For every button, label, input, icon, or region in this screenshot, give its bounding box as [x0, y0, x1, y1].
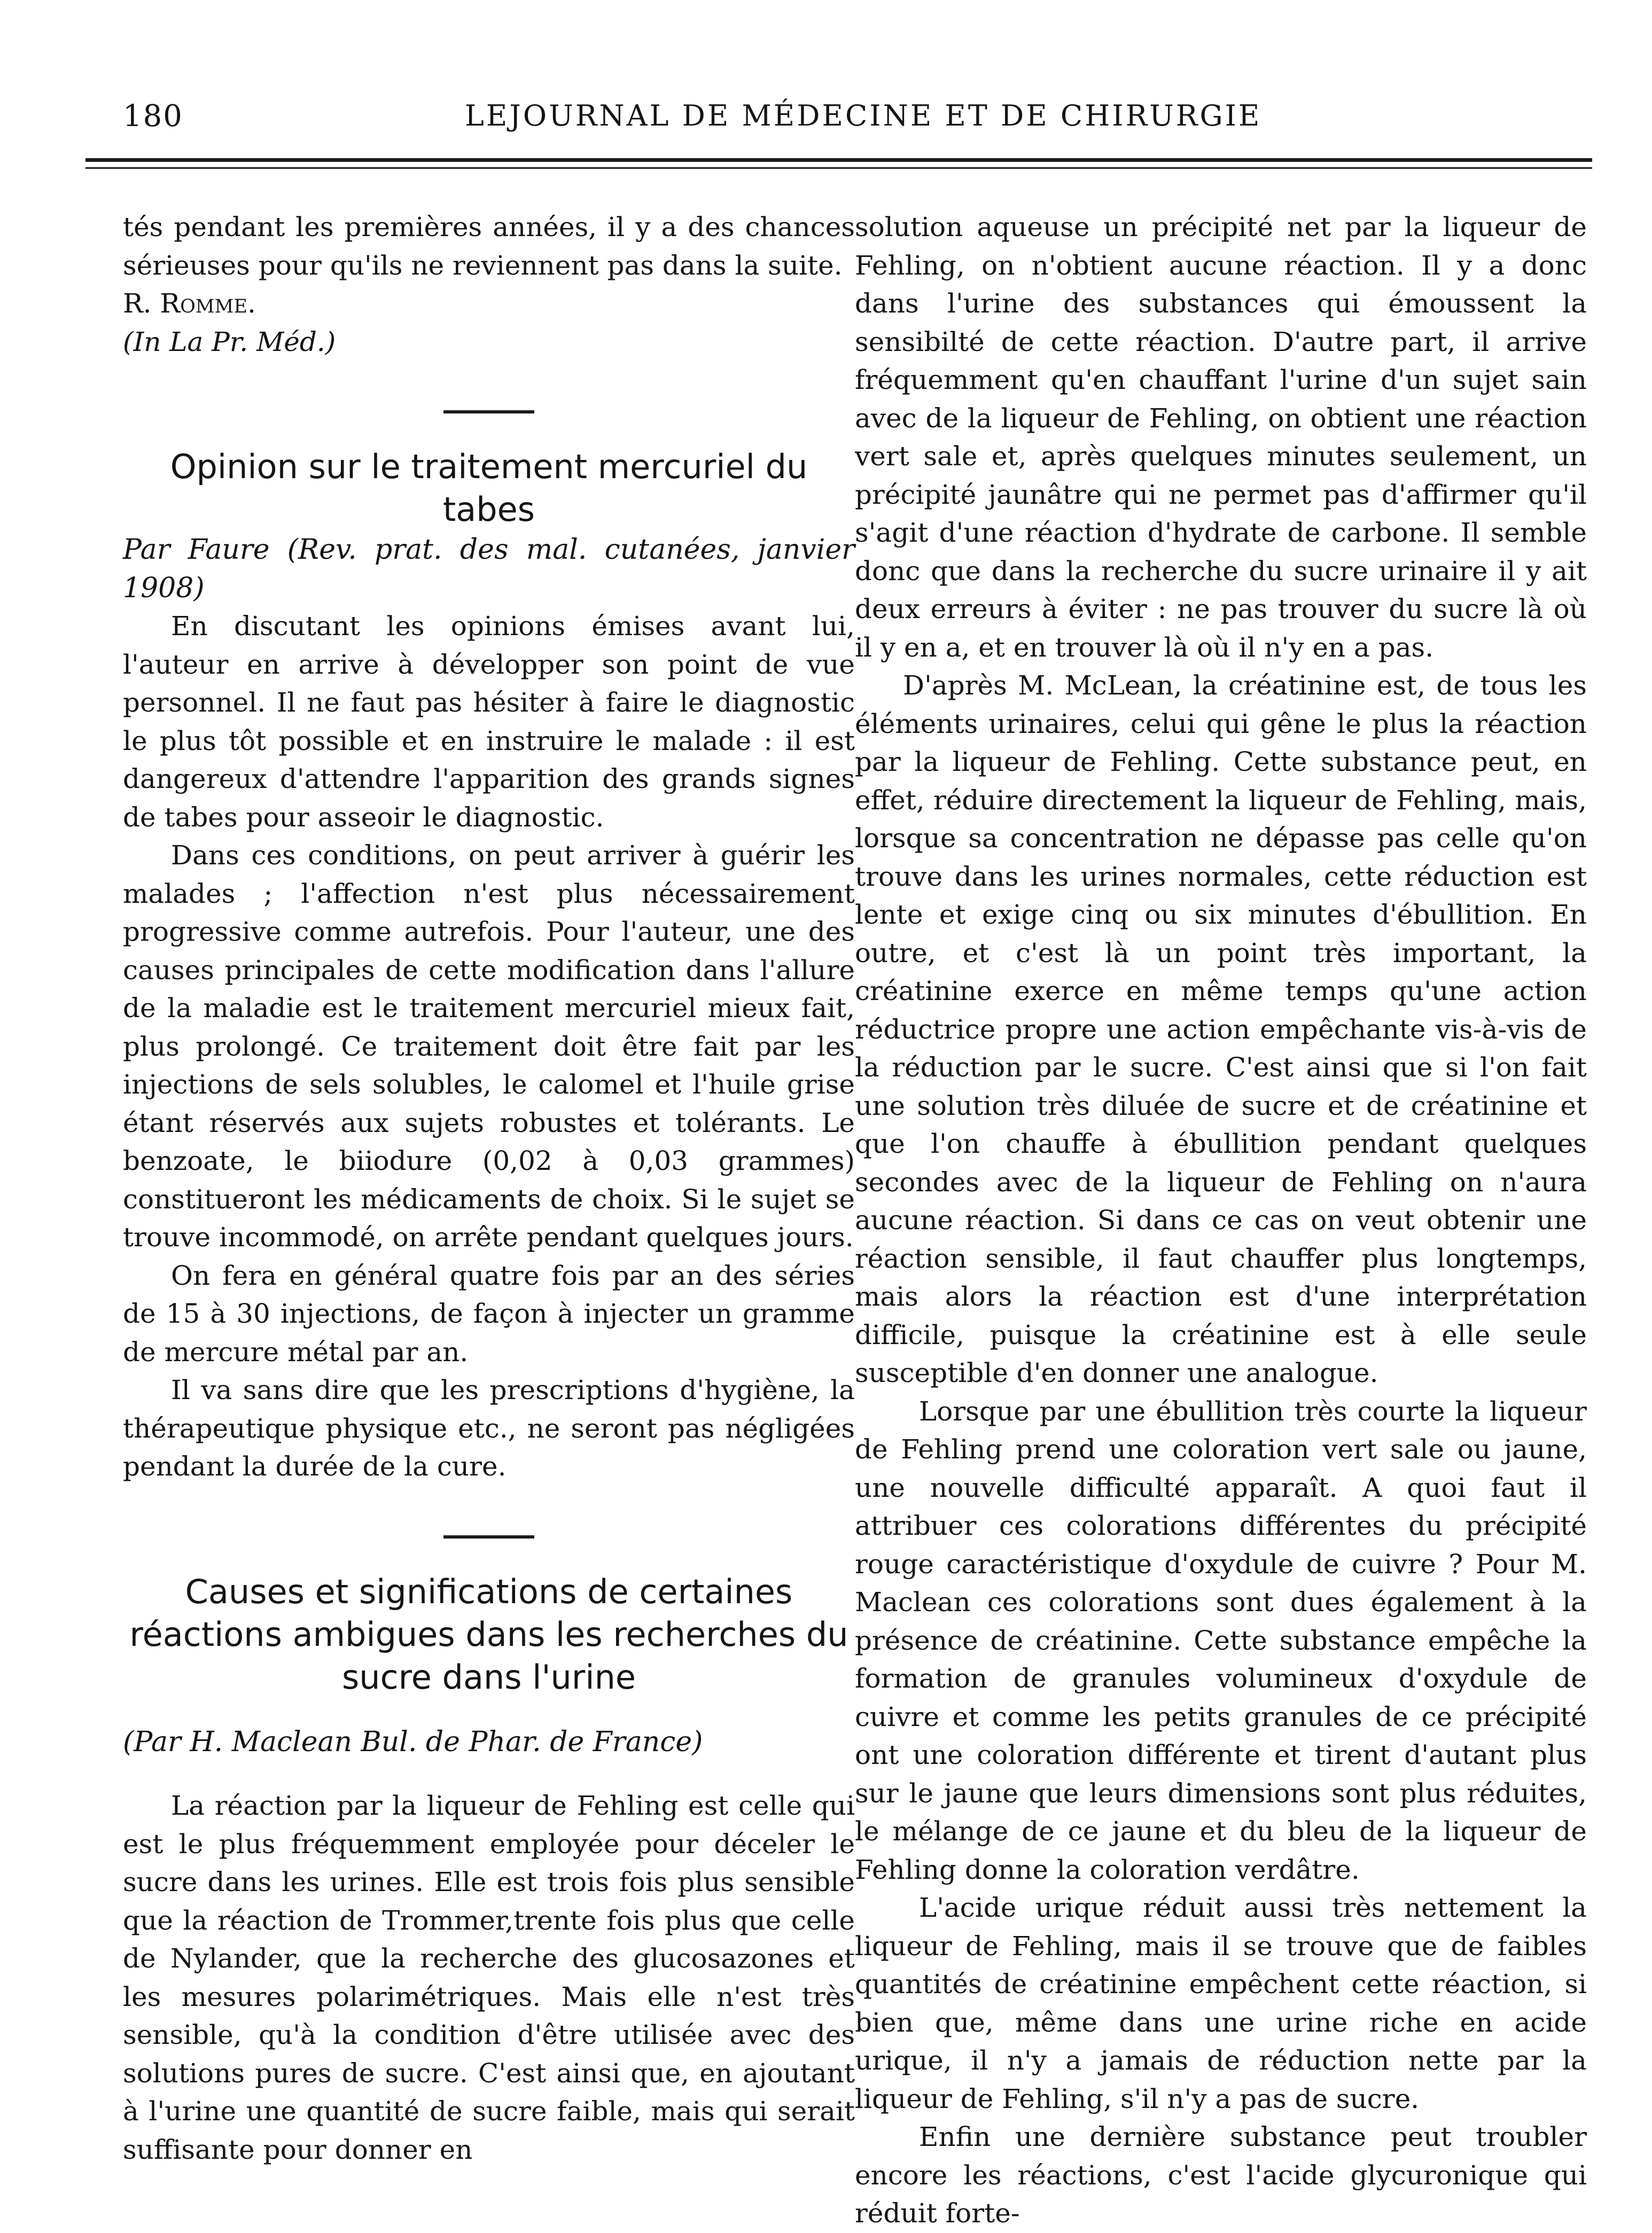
left-column: [123, 208, 855, 2169]
running-title: LEJOURNAL DE MÉDECINE ET DE CHIRURGIE: [465, 99, 1262, 132]
article-paragraph: On fera en général quatre fois par an des séries de 15 à 30 injections, de façon à injecter un gramme de mercure métal par an.: [123, 1260, 855, 1368]
continuation-text: tés pendant les premières années, il y a des chances sérieuses pour qu'ils ne reviennent pas dans la suite.: [123, 212, 855, 281]
article-paragraph: D'après M. McLean, la créatinine est, de tous les éléments urinaires, celui qui gêne le plus la réaction par la liqueur de Fehling. Cette substance peut, en effet, réduire directement la liqueur de Fehling, mais, lorsque sa concentration ne dépasse pas celle qu'on trouve dans les urines normales, cette réduction est lente et exige cinq ou six minutes d'ébullition. En outre, et c'est là un point très important, la créatinine exerce en même temps qu'une action réductrice propre une action empêchante vis-à-vis de la réduction par le sucre. C'est ainsi que si l'on fait une solution très diluée de sucre et de créatinine et que l'on chauffe à ébullition pendant quelques secondes avec de la liqueur de Fehling on n'aura aucune réaction. Si dans ce cas on veut obtenir une réaction sensible, il faut chauffer plus longtemps, mais alors la réaction est d'une interprétation difficile, puisque la créatinine est à elle seule susceptible d'en donner une analogue.: [855, 670, 1587, 1388]
section-divider: [443, 1535, 534, 1539]
article-paragraph: solution aqueuse un précipité net par la liqueur de Fehling, on n'obtient aucune réaction. Il y a donc dans l'urine des substances qui émoussent la sensibilté de cette réaction. D'autre part, il arrive fréquemment qu'en chauffant l'urine d'un sujet sain avec de la liqueur de Fehling, on obtient une réaction vert sale et, après quelques minutes seulement, un précipité jaunâtre qui ne permet pas d'affirmer qu'il s'agit d'une réaction d'hydrate de carbone. Il semble donc que dans la recherche du sucre urinaire il y ait deux erreurs à éviter : ne pas trouver du sucre là où il y en a, et en trouver là où il n'y en a pas.: [855, 212, 1587, 663]
article-paragraph: Lorsque par une ébullition très courte la liqueur de Fehling prend une coloration vert sale ou jaune, une nouvelle difficulté apparaît. A quoi faut il attribuer ces colorations différentes du précipité rouge caractéristique d'oxydule de cuivre ? Pour M. Maclean ces colorations sont dues également à la présence de créatinine. Cette substance empêche la formation de granules volumineux d'oxydule de cuivre et comme les petits granules de ce précipité ont une coloration différente et tirent d'autant plus sur le jaune que leurs dimensions sont plus réduites, le mélange de ce jaune et du bleu de la liqueur de Fehling donne la coloration verdâtre.: [855, 1395, 1587, 1885]
section-divider: [443, 410, 534, 413]
right-column: [855, 208, 1587, 2233]
signature: R. Romme.: [123, 288, 256, 319]
header-rule-thin: [85, 167, 1592, 169]
article-paragraph: L'acide urique réduit aussi très nettement la liqueur de Fehling, mais il se trouve que de faibles quantités de créatinine empêchent cette réaction, si bien que, même dans une urine riche en acide urique, il n'y a jamais de réduction nette par la liqueur de Fehling, s'il n'y a pas de sucre.: [855, 1892, 1587, 2114]
article-byline-sucre: (Par H. Maclean Bul. de Phar. de France): [123, 1726, 703, 1758]
article-paragraph: La réaction par la liqueur de Fehling est celle qui est le plus fréquemment employée pour déceler le sucre dans les urines. Elle est trois fois plus sensible que la réaction de Trommer,trente fois plus que celle de Nylander, que la recherche des glucosazones et les mesures polarimétriques. Mais elle n'est très sensible, qu'à la condition d'être utilisée avec des solutions pures de sucre. C'est ainsi que, en ajoutant à l'urine une quantité de sucre faible, mais qui serait suffisante pour donner en: [123, 1790, 855, 2165]
article-paragraph: En discutant les opinions émises avant lui, l'auteur en arrive à développer son point de vue personnel. Il ne faut pas hésiter à faire le diagnostic le plus tôt possible et en instruire le malade : il est dangereux d'attendre l'apparition des grands signes de tabes pour asseoir le diagnostic.: [123, 611, 855, 833]
article-paragraph: Il va sans dire que les prescriptions d'hygiène, la thérapeutique physique etc., ne seront pas négligées pendant la durée de la cure.: [123, 1375, 855, 1482]
article-paragraph: Enfin une dernière substance peut troubler encore les réactions, c'est l'acide glycuronique qui réduit forte-: [855, 2121, 1587, 2229]
page-header: [80, 99, 1592, 142]
article-byline-tabes: Par Faure (Rev. prat. des mal. cutanées, janvier 1908): [123, 534, 855, 604]
article-paragraph: Dans ces conditions, on peut arriver à guérir les malades ; l'affection n'est plus nécessairement progressive comme autrefois. Pour l'auteur, une des causes principales de cette modification dans l'allure de la maladie est le traitement mercuriel mieux fait, plus prolongé. Ce traitement doit être fait par les injections de sels solubles, le calomel et l'huile grise étant réservés aux sujets robustes et tolérants. Le benzoate, le biiodure (0,02 à 0,03 grammes) constitueront les médicaments de choix. Si le sujet se trouve incommodé, on arrête pendant quelques jours.: [123, 840, 855, 1253]
source-citation: (In La Pr. Méd.): [123, 326, 336, 357]
header-rule-thick: [85, 158, 1592, 162]
article-title-sucre: Causes et significations de certaines réactions ambigues dans les recherches du sucre dans l'urine: [129, 1572, 848, 1697]
article-title-tabes: Opinion sur le traitement mercuriel du tabes: [170, 447, 808, 529]
page-number: 180: [123, 99, 183, 134]
